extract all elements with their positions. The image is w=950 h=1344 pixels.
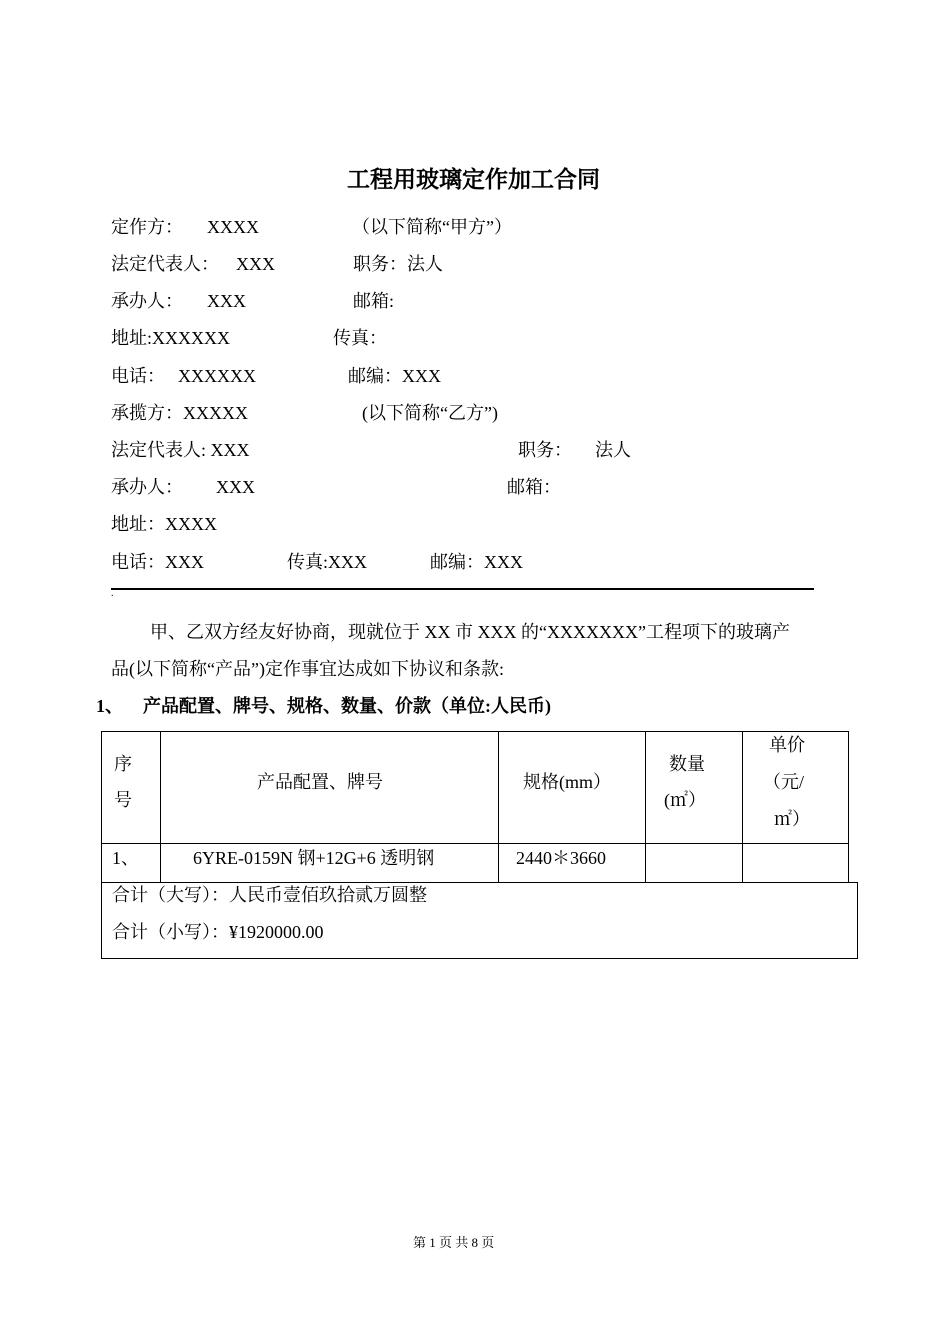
header-product: 产品配置、牌号 — [257, 772, 383, 792]
party-b-agent-name: XXX — [216, 477, 255, 497]
intro-line-1: 甲、乙双方经友好协商，现就位于 XX 市 XXX 的“XXXXXXX”工程项下的玻璃产 — [150, 622, 790, 642]
party-b-agent-label: 承办人： — [111, 477, 183, 497]
header-unit-price-line-2: （元/ — [763, 772, 805, 792]
party-a-fax: 传真： — [333, 328, 387, 348]
header-cell-quantity — [646, 732, 743, 844]
row-1-cell-product — [161, 844, 499, 883]
party-a-agent-name: XXX — [207, 291, 246, 311]
header-serial-line-1: 序 — [114, 754, 132, 774]
row-1-cell-unit-price — [743, 844, 849, 883]
party-b-position-label: 职务： — [518, 440, 572, 460]
party-b-name: 承揽方：XXXXX — [111, 403, 248, 423]
contract-title: 工程用玻璃定作加工合同 — [347, 167, 600, 192]
header-quantity-line-1: 数量 — [669, 754, 705, 774]
party-b-postcode: 邮编：XXX — [430, 552, 523, 572]
header-serial-line-2: 号 — [114, 790, 132, 810]
header-quantity-line-2: (㎡） — [664, 790, 706, 810]
section-1-heading: 产品配置、牌号、规格、数量、价款（单位:人民币) — [143, 696, 551, 716]
party-a-alias: （以下简称“甲方”） — [352, 217, 512, 237]
party-b-fax: 传真:XXX — [287, 552, 367, 572]
party-a-address: 地址:XXXXXX — [111, 328, 230, 348]
product-table — [101, 731, 849, 883]
intro-line-2: 品(以下简称“产品”)定作事宜达成如下协议和条款: — [111, 659, 504, 679]
party-a-name: XXXX — [207, 217, 259, 237]
header-cell-unit-price — [743, 732, 849, 844]
header-cell-product — [161, 732, 499, 844]
party-b-alias: (以下简称“乙方”) — [362, 403, 498, 423]
party-b-email: 邮箱： — [507, 477, 561, 497]
party-a-phone: XXXXXX — [178, 366, 256, 386]
row-1-spec: 2440＊3660 — [516, 848, 606, 868]
party-a-rep-name: XXX — [236, 254, 275, 274]
header-cell-spec — [499, 732, 646, 844]
party-b-position: 法人 — [595, 440, 631, 460]
header-divider — [111, 588, 814, 590]
row-1-serial: 1、 — [112, 848, 139, 868]
total-in-figures: 合计（小写）：¥1920000.00 — [112, 922, 324, 942]
party-a-label: 定作方： — [111, 217, 183, 237]
section-1-number: 1、 — [96, 696, 123, 716]
row-1-cell-spec — [499, 844, 646, 883]
party-a-rep-label: 法定代表人： — [111, 254, 219, 274]
party-a-phone-label: 电话： — [111, 366, 165, 386]
row-1-cell-quantity — [646, 844, 743, 883]
party-a-postcode: 邮编：XXX — [348, 366, 441, 386]
page-number-footer: 第 1 页 共 8 页 — [413, 1235, 495, 1250]
party-b-address: 地址：XXXX — [111, 514, 217, 534]
row-1-cell-serial — [102, 844, 161, 883]
header-cell-serial — [102, 732, 161, 844]
totals-box — [101, 882, 858, 959]
header-unit-price-line-3: ㎡） — [774, 809, 810, 829]
total-in-words: 合计（大写）：人民币壹佰玖拾贰万圆整 — [112, 885, 427, 905]
header-spec: 规格(mm） — [523, 772, 611, 792]
row-1-product: 6YRE-0159N 钢+12G+6 透明钢 — [193, 848, 435, 868]
party-a-email: 邮箱: — [353, 291, 395, 311]
party-b-phone: 电话：XXX — [111, 552, 204, 572]
party-a-rep-position: 职务：法人 — [353, 254, 443, 274]
header-unit-price-line-1: 单价 — [769, 735, 805, 755]
divider-mark: . — [111, 588, 114, 599]
party-a-agent-label: 承办人： — [111, 291, 183, 311]
party-b-rep: 法定代表人: XXX — [111, 440, 250, 460]
